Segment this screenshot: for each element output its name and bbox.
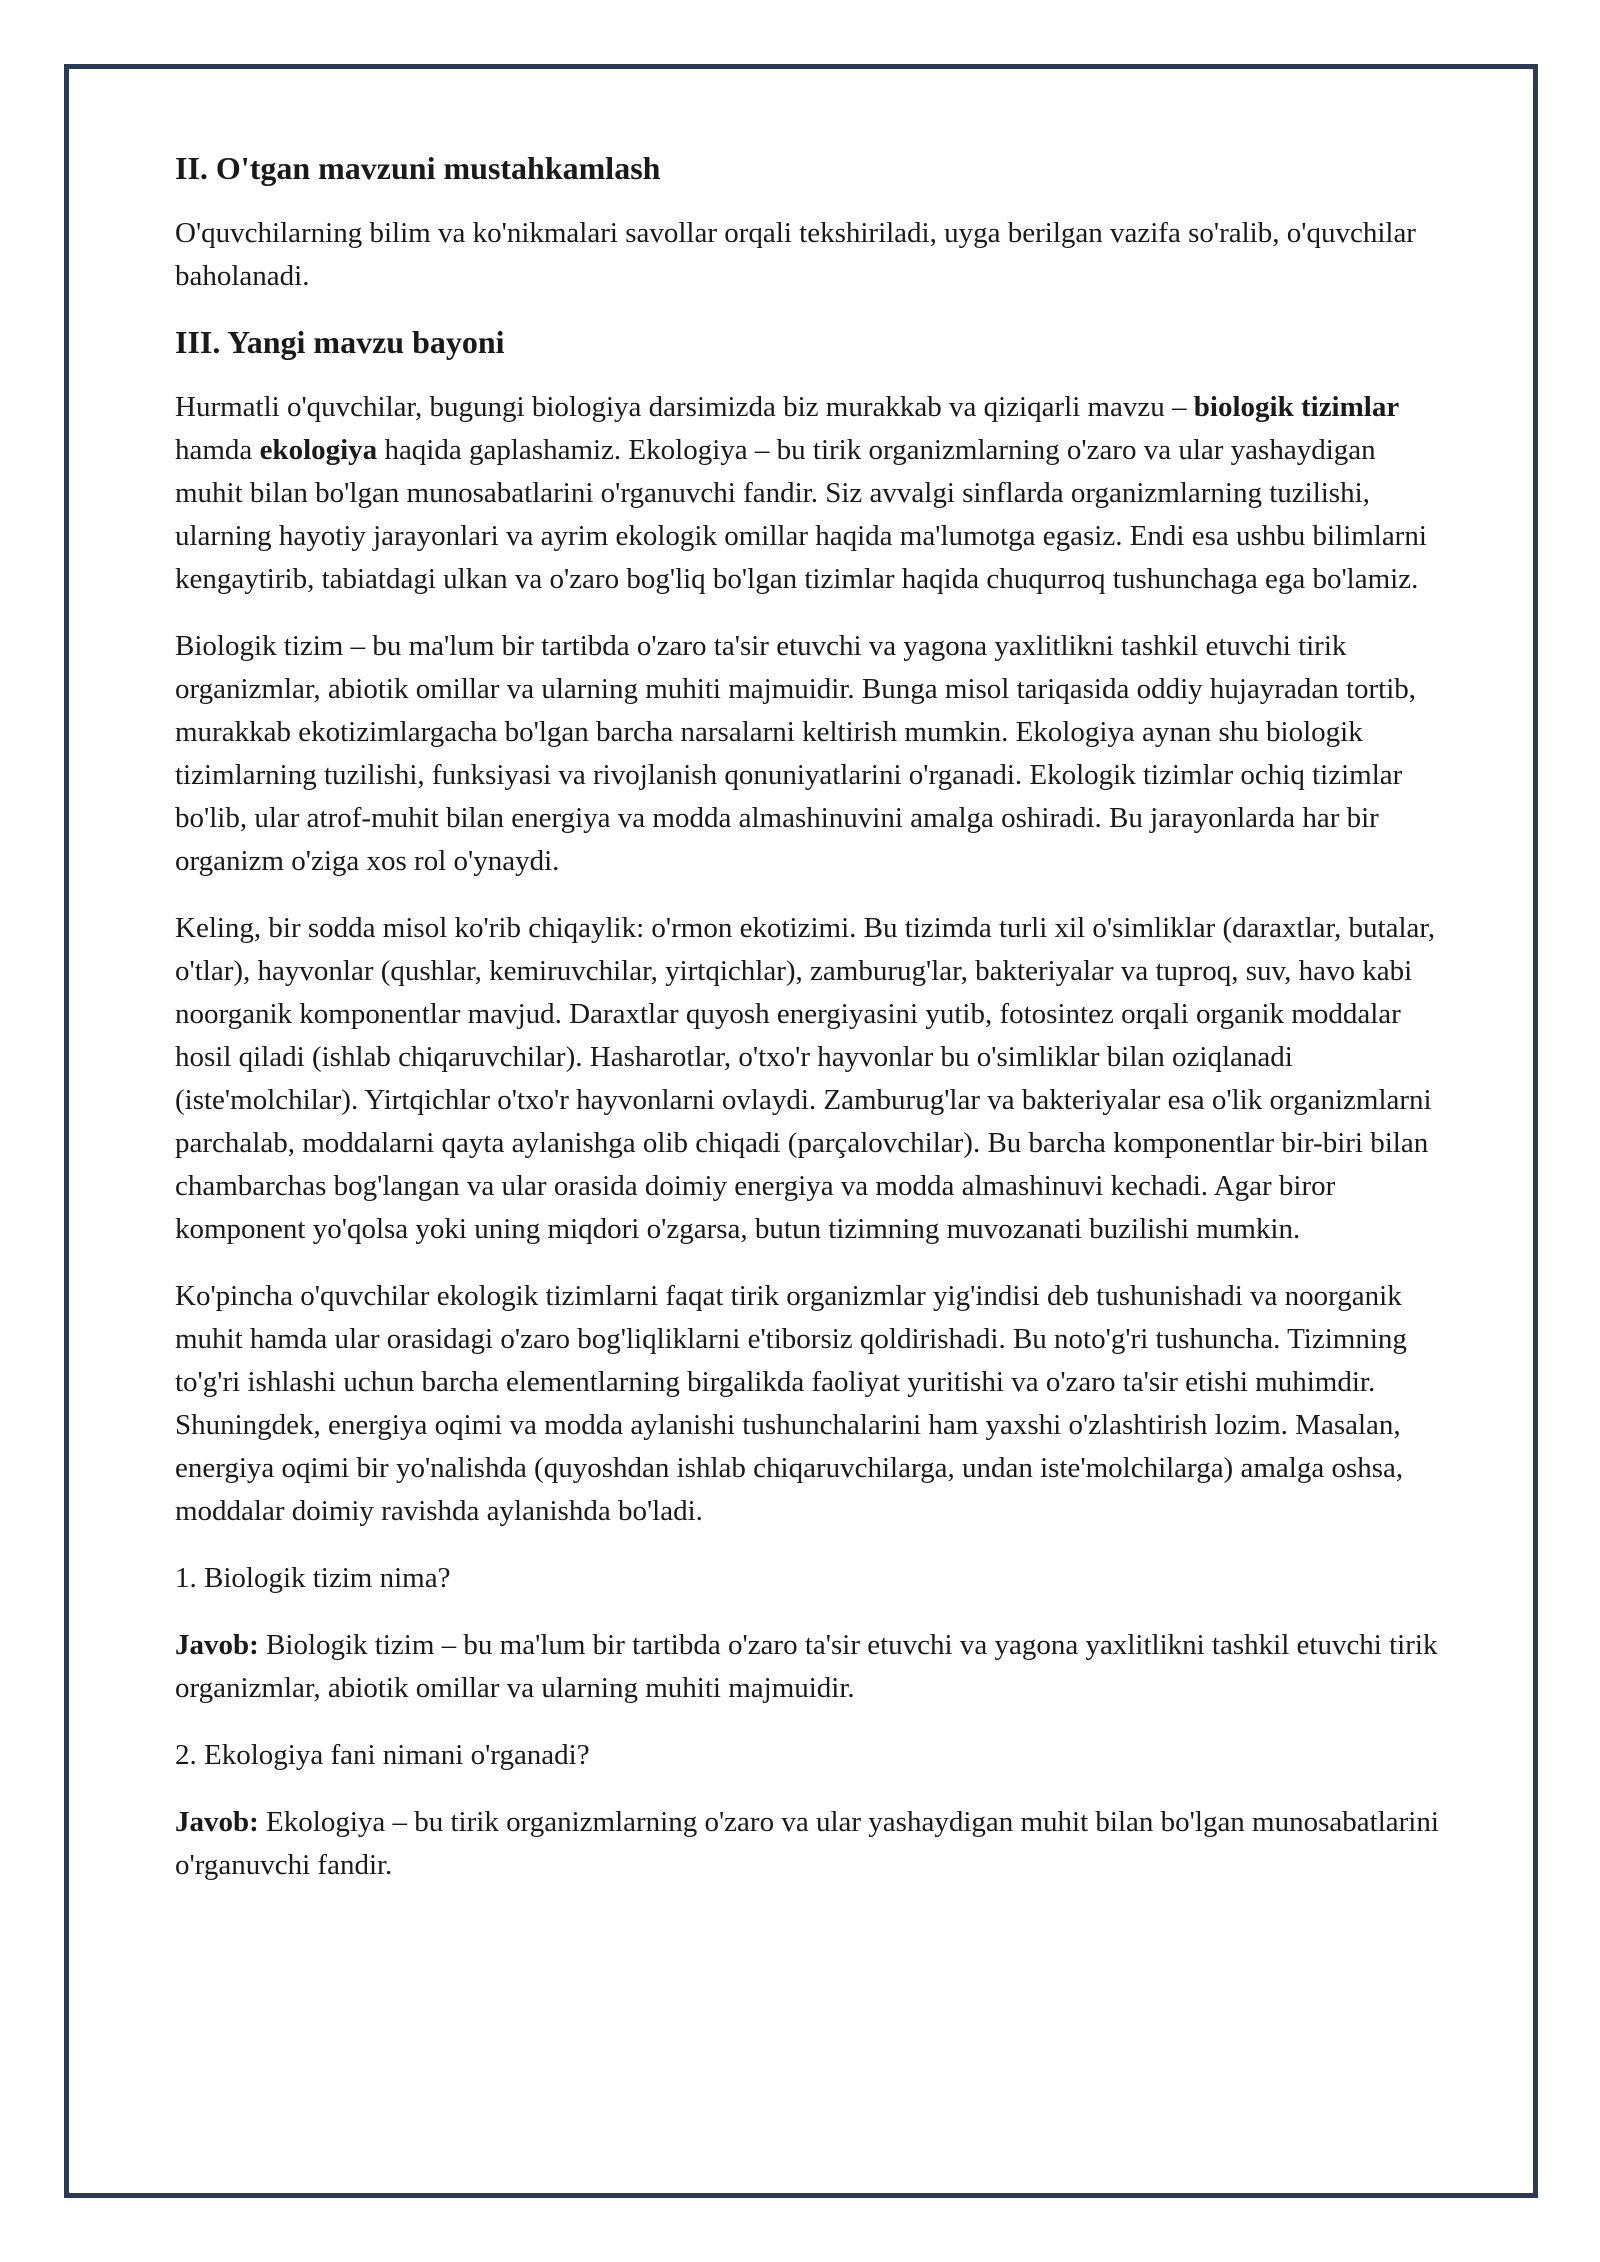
question-1: 1. Biologik tizim nima? [175,1562,451,1594]
answer-text: Ekologiya – bu tirik organizmlarning o'zaro va ular yashaydigan muhit bilan bo'lgan munosabatlarini o'rganuvchi fandir. [175,1806,1439,1881]
term-biological-systems: biologik tizimlar [1193,391,1400,423]
section-heading-review: II. O'tgan mavzuni mustahkamlash [175,150,661,186]
answer-label: Javob: [175,1806,259,1838]
answer-text: Biologik tizim – bu ma'lum bir tartibda o'zaro ta'sir etuvchi va yagona yaxlitlikni tashkil etuvchi tirik organizmlar, abiotik omillar va ularning muhiti majmuidir. [175,1629,1438,1704]
intro-text-3: haqida gaplashamiz. Ekologiya – bu tirik organizmlarning o'zaro va ular yashaydigan muhit bilan bo'lgan munosabatlarini o'rganuvchi fandir. Siz avvalgi sinflarda organizmlarning tuzilishi, ularning hayotiy jarayonlari va ayrim ekologik omillar haqida ma'lumotga egasiz. Endi esa ushbu bilimlarni kengaytirib, tabiatdagi ulkan va o'zaro bog'liq bo'lgan tizimlar haqida chuqurroq tushunchaga ega bo'lamiz. [175,434,1427,595]
review-paragraph: O'quvchilarning bilim va ko'nikmalari savollar orqali tekshiriladi, uyga berilgan vazifa so'ralib, o'quvchilar baholanadi. [175,217,1416,292]
intro-text-2: hamda [175,434,260,466]
answer-1 [175,1624,1440,1710]
document-body [175,148,1440,1911]
answer-2 [175,1801,1440,1887]
question-2: 2. Ekologiya fani nimani o'rganadi? [175,1739,590,1771]
section-heading-new-topic: III. Yangi mavzu bayoni [175,324,505,360]
intro-paragraph [175,386,1440,601]
misconception-paragraph: Ko'pincha o'quvchilar ekologik tizimlarni faqat tirik organizmlar yig'indisi deb tushunishadi va noorganik muhit hamda ular orasidagi o'zaro bog'liqliklarni e'tiborsiz qoldirishadi. Bu noto'g'ri tushuncha. Tizimning to'g'ri ishlashi uchun barcha elementlarning birgalikda faoliyat yuritishi va o'zaro ta'sir etishi muhimdir. Shuningdek, energiya oqimi va modda aylanishi tushunchalarini ham yaxshi o'zlashtirish lozim. Masalan, energiya oqimi bir yo'nalishda (quyoshdan ishlab chiqaruvchilarga, undan iste'molchilarga) amalga oshsa, moddalar doimiy ravishda aylanishda bo'ladi. [175,1280,1407,1527]
intro-text-1: Hurmatli o'quvchilar, bugungi biologiya darsimizda biz murakkab va qiziqarli mavzu – [175,391,1194,423]
answer-label: Javob: [175,1629,259,1661]
biological-system-paragraph: Biologik tizim – bu ma'lum bir tartibda o'zaro ta'sir etuvchi va yagona yaxlitlikni tashkil etuvchi tirik organizmlar, abiotik omillar va ularning muhiti majmuidir. Bunga misol tariqasida oddiy hujayradan tortib, murakkab ekotizimlargacha bo'lgan barcha narsalarni keltirish mumkin. Ekologiya aynan shu biologik tizimlarning tuzilishi, funksiyasi va rivojlanish qonuniyatlarini o'rganadi. Ekologik tizimlar ochiq tizimlar bo'lib, ular atrof-muhit bilan energiya va modda almashinuvini amalga oshiradi. Bu jarayonlarda har bir organizm o'ziga xos rol o'ynaydi. [175,630,1417,877]
forest-ecosystem-paragraph: Keling, bir sodda misol ko'rib chiqaylik: o'rmon ekotizimi. Bu tizimda turli xil o'simliklar (daraxtlar, butalar, o'tlar), hayvonlar (qushlar, kemiruvchilar, yirtqichlar), zamburug'lar, bakteriyalar va tuproq, suv, havo kabi noorganik komponentlar mavjud. Daraxtlar quyosh energiyasini yutib, fotosintez orqali organik moddalar hosil qiladi (ishlab chiqaruvchilar). Hasharotlar, o'txo'r hayvonlar bu o'simliklar bilan oziqlanadi (iste'molchilar). Yirtqichlar o'txo'r hayvonlarni ovlaydi. Zamburug'lar va bakteriyalar esa o'lik organizmlarni parchalab, moddalarni qayta aylanishga olib chiqadi (parçalovchilar). Bu barcha komponentlar bir-biri bilan chambarchas bog'langan va ular orasida doimiy energiya va modda almashinuvi kechadi. Agar biror komponent yo'qolsa yoki uning miqdori o'zgarsa, butun tizimning muvozanati buzilishi mumkin. [175,912,1436,1245]
term-ecology: ekologiya [259,434,378,466]
